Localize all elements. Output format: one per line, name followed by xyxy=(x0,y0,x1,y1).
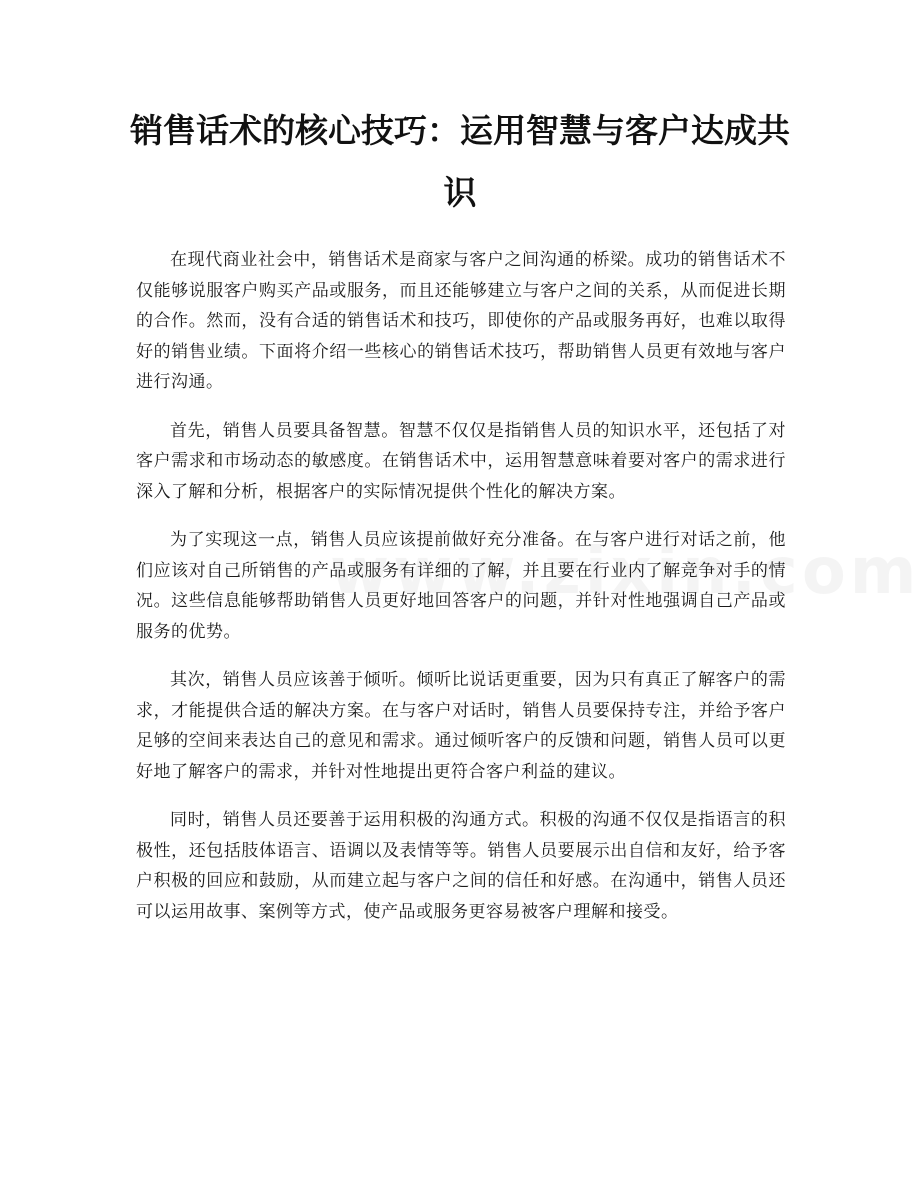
paragraph-5: 同时，销售人员还要善于运用积极的沟通方式。积极的沟通不仅仅是指语言的积极性，还包括肢体语言、语调以及表情等等。销售人员要展示出自信和友好，给予客户积极的回应和鼓励，从而建立起与客户之间的信任和好感。在沟通中，销售人员还可以运用故事、案例等方式，使产品或服务更容易被客户理解和接受。 xyxy=(136,810,786,922)
paragraph-1: 在现代商业社会中，销售话术是商家与客户之间沟通的桥梁。成功的销售话术不仅能够说服客户购买产品或服务，而且还能够建立与客户之间的关系，从而促进长期的合作。然而，没有合适的销售话术和技巧，即使你的产品或服务再好，也难以取得好的销售业绩。下面将介绍一些核心的销售话术技巧，帮助销售人员更有效地与客户进行沟通。 xyxy=(136,250,786,392)
paragraph-4: 其次，销售人员应该善于倾听。倾听比说话更重要，因为只有真正了解客户的需求，才能提供合适的解决方案。在与客户对话时，销售人员要保持专注，并给予客户足够的空间来表达自己的意见和需求。通过倾听客户的反馈和问题，销售人员可以更好地了解客户的需求，并针对性地提出更符合客户利益的建议。 xyxy=(136,670,786,782)
document-title: 销售话术的核心技巧：运用智慧与客户达成共识 xyxy=(130,111,790,212)
paragraph-3: 为了实现这一点，销售人员应该提前做好充分准备。在与客户进行对话之前，他们应该对自己所销售的产品或服务有详细的了解，并且要在行业内了解竞争对手的情况。这些信息能够帮助销售人员更好地回答客户的问题，并针对性地强调自己产品或服务的优势。 xyxy=(136,530,786,642)
paragraph-2: 首先，销售人员要具备智慧。智慧不仅仅是指销售人员的知识水平，还包括了对客户需求和市场动态的敏感度。在销售话术中，运用智慧意味着要对客户的需求进行深入了解和分析，根据客户的实际情况提供个性化的解决方案。 xyxy=(136,420,786,502)
document-body xyxy=(136,245,786,945)
